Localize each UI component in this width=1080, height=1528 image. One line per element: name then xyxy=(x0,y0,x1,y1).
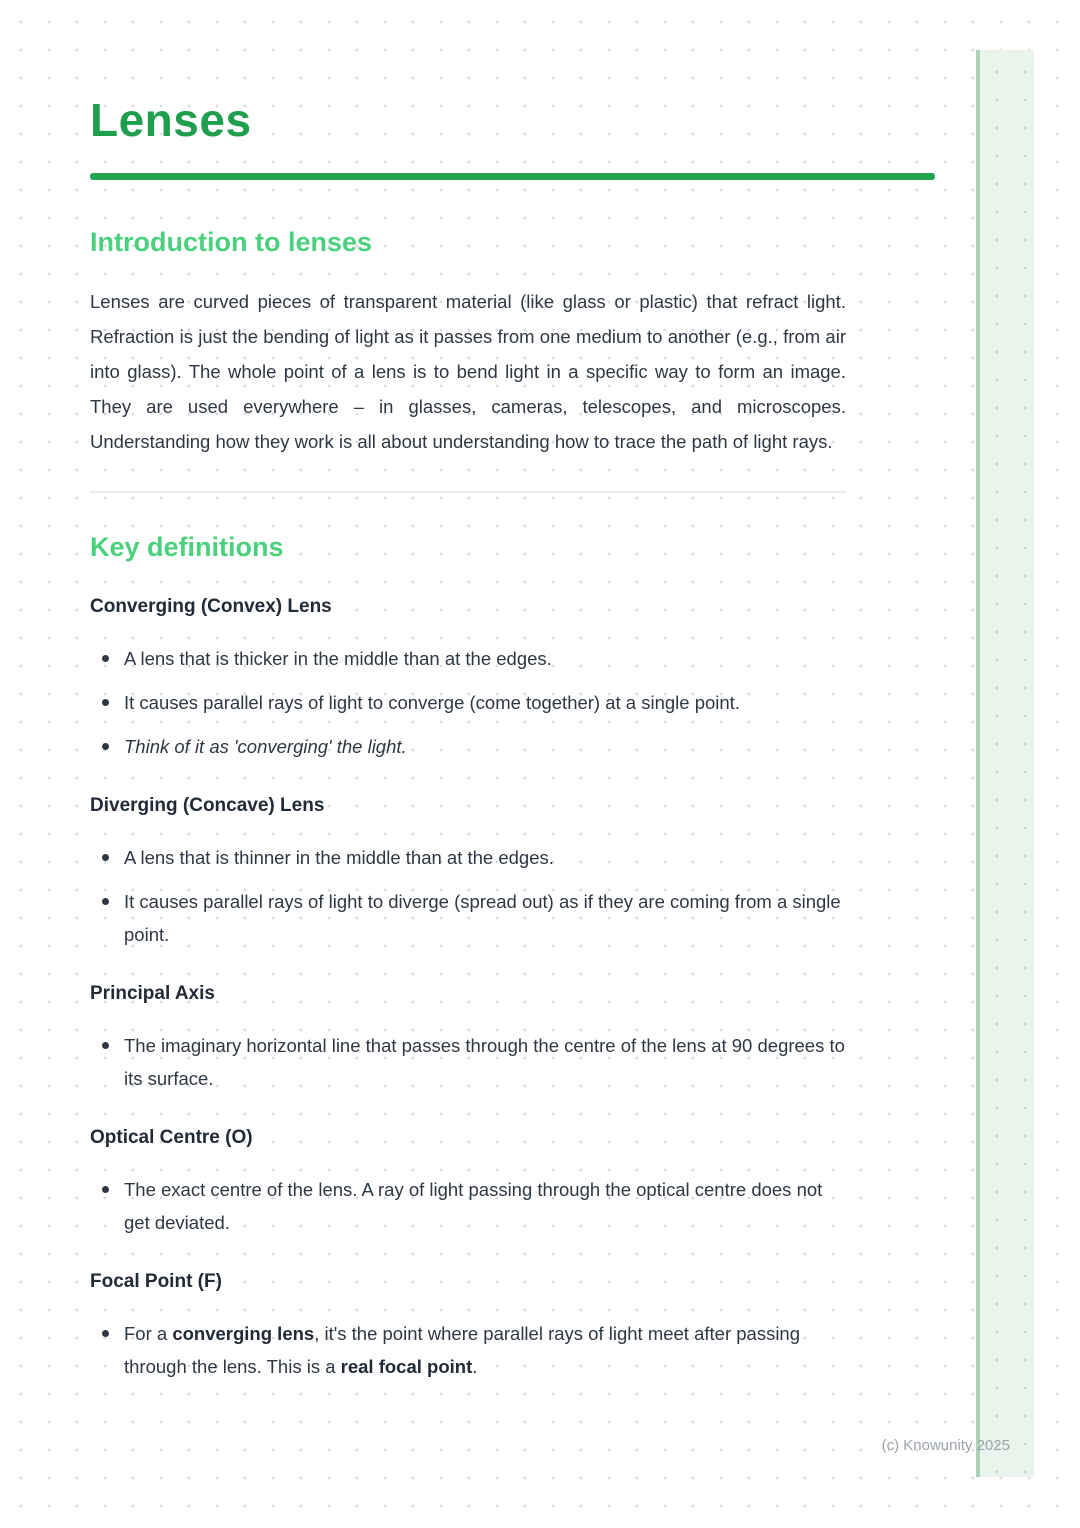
definition-bullets xyxy=(90,841,846,951)
definition-bullets xyxy=(90,1029,846,1095)
section-heading-key-definitions: Key definitions xyxy=(90,532,284,563)
definition-bullet: A lens that is thicker in the middle than at the edges. xyxy=(102,642,846,675)
definition-bullet: It causes parallel rays of light to converge (come together) at a single point. xyxy=(102,686,846,719)
section-heading-introduction: Introduction to lenses xyxy=(90,226,373,257)
title-underline-rule xyxy=(90,173,935,180)
definition-bullets xyxy=(90,1173,846,1239)
copyright-note: (c) Knowunity 2025 xyxy=(881,1437,1010,1454)
right-margin-stripe xyxy=(976,50,1034,1477)
definitions-list xyxy=(90,594,846,1383)
definition-bullet: The imaginary horizontal line that passes through the centre of the lens at 90 degrees to its surface. xyxy=(102,1029,846,1095)
definition-term: Optical Centre (O) xyxy=(90,1126,253,1148)
page-title: Lenses xyxy=(90,94,252,146)
definition-term: Principal Axis xyxy=(90,982,215,1004)
definition-term: Converging (Convex) Lens xyxy=(90,595,332,617)
definition-bullet: For a converging lens, it's the point where parallel rays of light meet after passing through the lens. This is a real focal point. xyxy=(102,1317,846,1383)
definition-bullets xyxy=(90,1317,846,1383)
definition-bullet: Think of it as 'converging' the light. xyxy=(102,730,846,763)
definition-bullet: A lens that is thinner in the middle than at the edges. xyxy=(102,841,846,874)
page-content xyxy=(90,0,846,1394)
definition-bullets xyxy=(90,642,846,763)
definition-term: Focal Point (F) xyxy=(90,1270,222,1292)
introduction-paragraph: Lenses are curved pieces of transparent material (like glass or plastic) that refract light. Refraction is just the bending of light as it passes from one medium to another (e.g., from air into glass). The whole point of a lens is to bend light in a specific way to form an image. They are used everywhere – in glasses, cameras, telescopes, and microscopes. Understanding how they work is all about understanding how to trace the path of light rays. xyxy=(90,291,846,453)
definition-bullet: It causes parallel rays of light to diverge (spread out) as if they are coming from a single point. xyxy=(102,885,846,951)
section-divider xyxy=(90,491,846,493)
definition-term: Diverging (Concave) Lens xyxy=(90,794,325,816)
definition-bullet: The exact centre of the lens. A ray of light passing through the optical centre does not get deviated. xyxy=(102,1173,846,1239)
